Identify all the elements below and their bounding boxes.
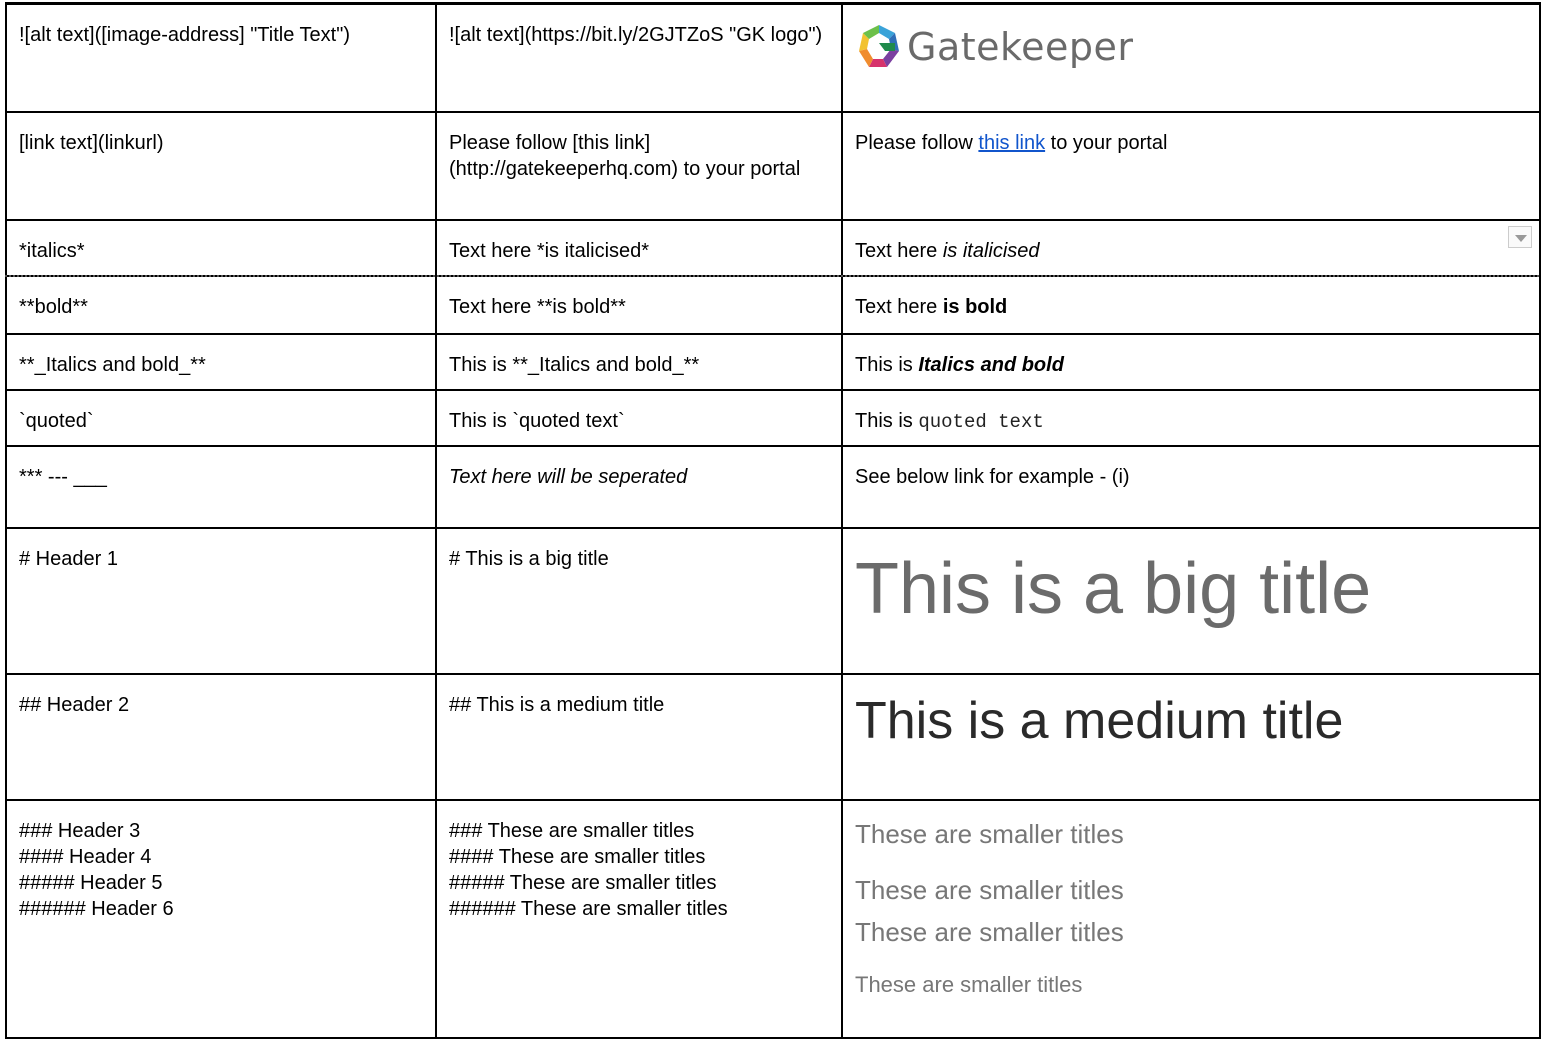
example-text: This is **_Italics and bold_** xyxy=(449,353,700,376)
header-5-text: These are smaller titles xyxy=(855,916,1124,947)
gatekeeper-logo-icon xyxy=(855,21,903,73)
result-text: See below link for example - (i) xyxy=(855,465,1130,488)
example-cell[interactable] xyxy=(436,674,842,800)
syntax-cell[interactable] xyxy=(6,276,436,334)
portal-link[interactable]: this link xyxy=(978,131,1046,154)
header-1-text: This is a big title xyxy=(855,548,1372,629)
syntax-cell[interactable] xyxy=(6,390,436,446)
result-suffix: to your portal xyxy=(1045,131,1168,154)
header-6-text: These are smaller titles xyxy=(855,971,1083,997)
example-cell[interactable] xyxy=(436,446,842,528)
syntax-text: `quoted` xyxy=(19,409,94,432)
italic-text: is italicised xyxy=(942,239,1040,262)
code-text: quoted text xyxy=(918,410,1044,433)
table-row xyxy=(6,446,1540,528)
table-row xyxy=(6,4,1540,112)
example-cell[interactable] xyxy=(436,800,842,1038)
syntax-cell[interactable] xyxy=(6,800,436,1038)
result-text xyxy=(855,221,1527,264)
syntax-line: #### Header 4 xyxy=(19,845,152,868)
example-text: ## This is a medium title xyxy=(449,693,665,716)
example-cell[interactable] xyxy=(436,112,842,220)
syntax-cell[interactable] xyxy=(6,334,436,390)
bold-italic-text: Italics and bold xyxy=(918,353,1064,376)
example-text: This is `quoted text` xyxy=(449,409,625,432)
table-row xyxy=(6,276,1540,334)
example-text: Text here *is italicised* xyxy=(449,239,650,262)
header-4-text: These are smaller titles xyxy=(855,874,1124,905)
example-line: ###### These are smaller titles xyxy=(449,897,728,920)
syntax-text: ![alt text]([image-address] "Title Text") xyxy=(19,24,350,46)
syntax-text: **_Italics and bold_** xyxy=(19,353,206,376)
example-cell[interactable] xyxy=(436,4,842,112)
result-cell[interactable] xyxy=(842,800,1540,1038)
example-text: Text here will be seperated xyxy=(449,465,688,488)
example-line: ##### These are smaller titles xyxy=(449,871,717,894)
header-3-text: These are smaller titles xyxy=(855,818,1124,849)
result-prefix: This is xyxy=(855,409,919,432)
example-cell[interactable] xyxy=(436,334,842,390)
table-row xyxy=(6,674,1540,800)
result-text xyxy=(855,335,1527,378)
result-cell[interactable] xyxy=(842,220,1540,276)
result-lines xyxy=(855,801,1527,999)
syntax-line: ##### Header 5 xyxy=(19,871,163,894)
example-text: # This is a big title xyxy=(449,547,609,570)
syntax-text: **bold** xyxy=(19,295,88,318)
row-separator xyxy=(5,275,1539,277)
example-text: ![alt text](https://bit.ly/2GJTZoS "GK logo") xyxy=(449,24,823,46)
result-cell[interactable] xyxy=(842,112,1540,220)
syntax-cell[interactable] xyxy=(6,528,436,674)
gatekeeper-logo xyxy=(855,5,1527,73)
syntax-line: ### Header 3 xyxy=(19,819,141,842)
table-row xyxy=(6,528,1540,674)
result-cell[interactable] xyxy=(842,276,1540,334)
table-row xyxy=(6,334,1540,390)
table-row xyxy=(6,800,1540,1038)
example-line: #### These are smaller titles xyxy=(449,845,706,868)
example-cell[interactable] xyxy=(436,220,842,276)
syntax-text: *** --- ___ xyxy=(19,465,107,488)
table-row xyxy=(6,390,1540,446)
example-cell[interactable] xyxy=(436,276,842,334)
bold-text: is bold xyxy=(942,295,1008,318)
example-line: ### These are smaller titles xyxy=(449,819,695,842)
result-text xyxy=(855,391,1527,435)
logo-text: Gatekeeper xyxy=(907,25,1134,69)
table-row xyxy=(6,112,1540,220)
result-prefix: This is xyxy=(855,353,919,376)
result-prefix: Text here xyxy=(855,239,943,262)
result-prefix: Text here xyxy=(855,295,943,318)
result-text xyxy=(855,113,1527,156)
example-cell[interactable] xyxy=(436,528,842,674)
syntax-text: # Header 1 xyxy=(19,547,118,570)
example-text: Please follow [this link](http://gatekeeperhq.com) to your portal xyxy=(449,131,801,180)
syntax-text: *italics* xyxy=(19,239,85,262)
syntax-text: ## Header 2 xyxy=(19,693,130,716)
result-cell[interactable] xyxy=(842,334,1540,390)
syntax-cell[interactable] xyxy=(6,112,436,220)
result-cell[interactable] xyxy=(842,446,1540,528)
result-text xyxy=(855,277,1527,320)
result-cell[interactable] xyxy=(842,528,1540,674)
example-lines xyxy=(449,801,829,922)
syntax-cell[interactable] xyxy=(6,446,436,528)
table-row xyxy=(6,220,1540,276)
header-2-text: This is a medium title xyxy=(855,691,1344,750)
result-cell[interactable] xyxy=(842,674,1540,800)
example-text: Text here **is bold** xyxy=(449,295,626,318)
syntax-cell[interactable] xyxy=(6,220,436,276)
result-cell[interactable] xyxy=(842,4,1540,112)
markdown-reference-table xyxy=(5,2,1541,1039)
syntax-line: ###### Header 6 xyxy=(19,897,174,920)
example-cell[interactable] xyxy=(436,390,842,446)
syntax-lines xyxy=(19,801,423,922)
syntax-cell[interactable] xyxy=(6,4,436,112)
syntax-text: [link text](linkurl) xyxy=(19,131,164,154)
syntax-cell[interactable] xyxy=(6,674,436,800)
result-prefix: Please follow xyxy=(855,131,979,154)
dropdown-button[interactable] xyxy=(1508,226,1532,248)
result-cell[interactable] xyxy=(842,390,1540,446)
